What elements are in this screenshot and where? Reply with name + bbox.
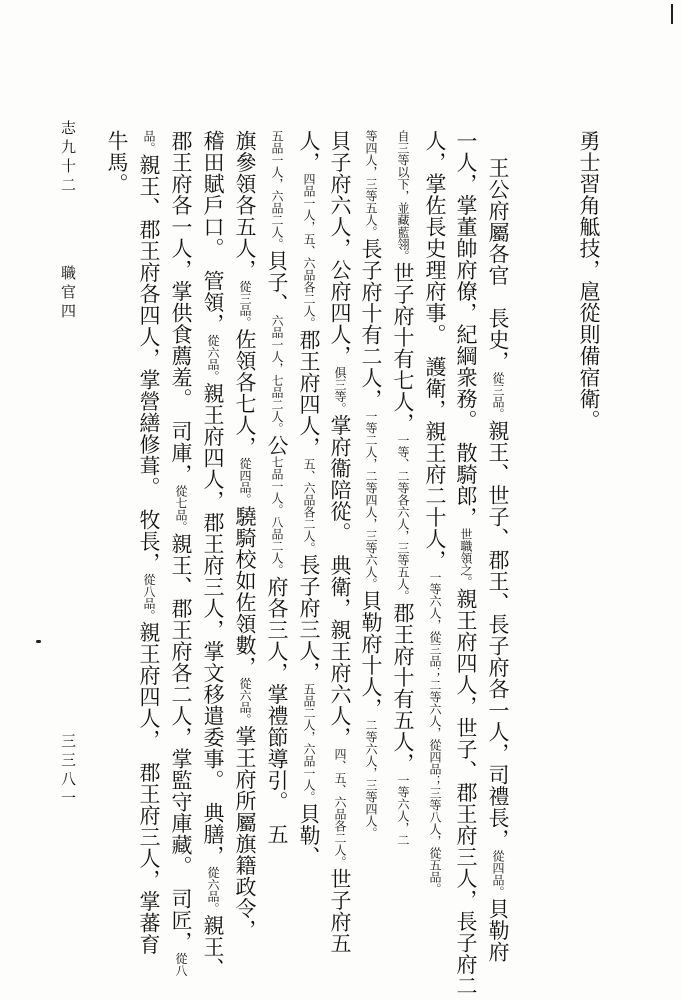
annotation-run: 從四品。 [491,850,505,898]
text-run: 府各三人，掌禮節導引。 五 [265,576,289,845]
text-run: 佐領各七人， [233,328,257,458]
text-column-6 [360,130,381,839]
annotation-run: 從七品。 [174,485,188,533]
section-label [58,265,79,322]
text-run: 人， [297,130,321,173]
text-run: 貝勒府十人， [359,590,383,719]
text-column-9 [266,130,287,845]
text-run: 掌府衞陪從。 典衛，親王府六人， [328,414,352,748]
text-run: 勇士習角觝技，扈從則備宿衛。 [577,130,601,431]
text-run: 貝子、 [265,250,289,315]
page-number [58,733,79,809]
annotation-run: 從六品。 [238,677,252,726]
annotation-run: 從四品。 [238,457,252,506]
text-run: 郡王府十有五人， [391,602,415,774]
annotation-run: 自三等以下，並藏藍翎。 [396,130,410,262]
text-column-12 [170,130,191,977]
annotation-run: 一等六人，從三品；二等六人，從四品；三等八人，從五品。 [428,571,442,895]
text-run: 驍騎校如佐領數， [233,505,257,678]
annotation-run: 四、五、六品各二人。 [333,748,347,868]
page-number-text: 三三八一 [59,733,77,809]
text-column-8 [298,130,319,868]
chapter-text: 志九十二 [59,120,77,196]
annotation-run: 從八 [174,952,188,977]
text-run: 牛馬。 [105,130,129,195]
text-run: 世子府十有七人， [391,262,415,434]
text-column-11 [202,130,223,979]
annotation-run: 從三品。 [491,372,505,420]
text-run: 貝子府六人，公府四人， [328,130,352,367]
text-run: 公 [265,434,289,456]
annotation-run: 從八品。 [142,573,156,622]
annotation-run: 五品二人，六品一人。 [302,683,316,803]
print-speck [36,640,41,643]
section-text: 職官四 [59,265,77,322]
text-run: 郡王府各一人，掌供食薦羞。 司庫， [169,130,193,485]
annotation-run: 五、六品各二人。 [302,458,316,554]
text-column-1 [578,130,599,431]
text-run: 貝勒、 [297,803,321,868]
text-run: 親王、 [201,914,225,979]
text-run: 旗參領各五人， [233,130,257,281]
annotation-run: 世職領之。 [459,528,473,588]
text-column-10 [234,130,255,941]
annotation-run: 一等六人，二 [396,774,410,846]
print-speck [671,4,673,24]
text-run: 世子府五 [328,868,352,954]
annotation-run: 從六品。 [206,334,220,383]
annotation-run: 等四人，三等五人。 [364,130,378,238]
text-column-13 [138,130,159,955]
text-run: 親王府四人，郡王府三人，掌文移遣委事。 典膳， [201,382,225,867]
text-run: 親王府四人， 郡王府三人，掌蕃育 [137,621,161,955]
annotation-run: 四品一人，五、六品各二人。 [302,173,316,329]
annotation-run: 品。 [142,130,156,154]
text-column-2 [487,157,508,963]
text-run: 親王、世子、郡王、長子府各一人，司禮長， [486,420,510,850]
text-column-7 [329,130,350,954]
text-run: 郡王府四人， [297,329,321,458]
annotation-run: 一等二人，二等四人，三等六人。 [364,410,378,590]
text-run: 王公府屬各官 長史， [486,157,510,372]
text-run: 一人，掌董帥府僚，紀綱衆務。 散騎郎， [454,130,478,528]
chapter-label [58,120,79,196]
annotation-run: 二等六人，三等四人。 [364,719,378,839]
text-run: 稽田賦戶口。 管領， [201,130,225,335]
text-run: 掌王府所屬旗籍政令， [233,725,257,941]
text-column-14 [106,130,127,195]
text-run: 親王、郡王府各二人，掌監守庫藏。 司匠， [169,533,193,953]
text-run: 人，掌佐長史理府事。 護衛，親王府二十人， [423,130,447,571]
annotation-run: 從三品。 [238,280,252,329]
annotation-run: 七品一人。八品二人。 [270,456,284,576]
annotation-run: 六品一人，七品二人。 [270,314,284,435]
text-run: 貝勒府 [486,898,510,963]
annotation-run: 俱三等。 [333,366,347,415]
text-run: 長子府三人， [297,554,321,683]
text-column-3 [455,130,476,997]
text-run: 親王、郡王府各四人，掌營繕修葺。 牧長， [137,154,161,574]
annotation-run: 從六品。 [206,866,220,915]
annotation-run: 一等、二等各六人，三等五人。 [396,434,410,602]
annotation-run: 五品一人，六品二人。 [270,130,284,250]
text-column-4 [424,130,445,895]
text-run: 親王府四人，世子、郡王府三人，長子府二 [454,588,478,997]
text-column-5 [392,130,413,846]
text-run: 長子府十有二人， [359,238,383,410]
